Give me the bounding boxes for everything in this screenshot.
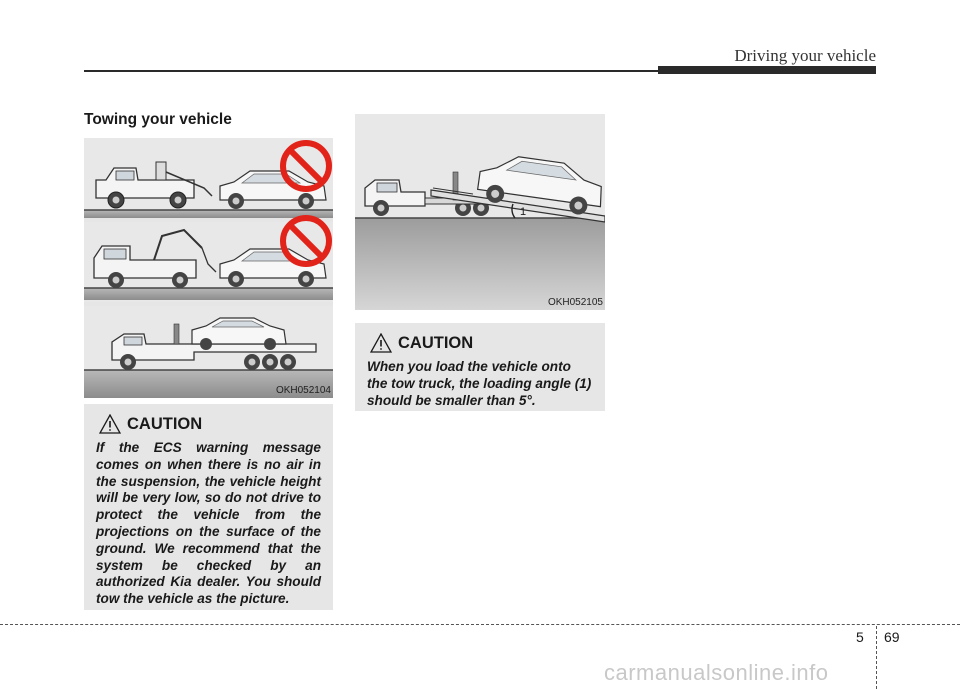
page-number: 69 xyxy=(884,629,900,645)
header-rule-accent xyxy=(658,66,876,74)
caution-text: If the ECS warning message comes on when there is no air in the suspension, the vehicle height will be very low, so do not drive to protect the vehicle from the projections on the surface of the ground. We recommend that the system be checked by an authorized Kia dealer. You should tow the vehicle as the picture. xyxy=(96,440,321,607)
watermark: carmanualsonline.info xyxy=(604,660,829,685)
section-title: Towing your vehicle xyxy=(84,111,232,128)
header-rule xyxy=(84,70,658,72)
figure-code: OKH052104 xyxy=(275,385,331,396)
caution-title: CAUTION xyxy=(398,333,474,352)
caution-text: When you load the vehicle onto the tow truck, the loading angle (1) should be smaller than 5°. xyxy=(367,359,592,408)
figure-code: OKH052105 xyxy=(547,297,603,308)
loading-angle-illustration xyxy=(355,114,605,310)
warning-triangle-icon xyxy=(99,414,121,434)
header-title: Driving your vehicle xyxy=(734,46,876,65)
hook-tow-scene xyxy=(84,138,333,218)
caution-title: CAUTION xyxy=(127,414,203,433)
footer-rule xyxy=(0,624,960,625)
caution-box-ecs xyxy=(84,404,333,610)
chapter-number: 5 xyxy=(856,629,864,645)
caution-header xyxy=(99,414,321,434)
warning-triangle-icon xyxy=(370,333,392,353)
footer-divider xyxy=(876,626,877,689)
caution-box-loading-angle xyxy=(355,323,605,411)
towing-methods-illustration xyxy=(84,138,333,398)
caution-header xyxy=(370,333,593,353)
angle-label: 1 xyxy=(520,206,527,218)
